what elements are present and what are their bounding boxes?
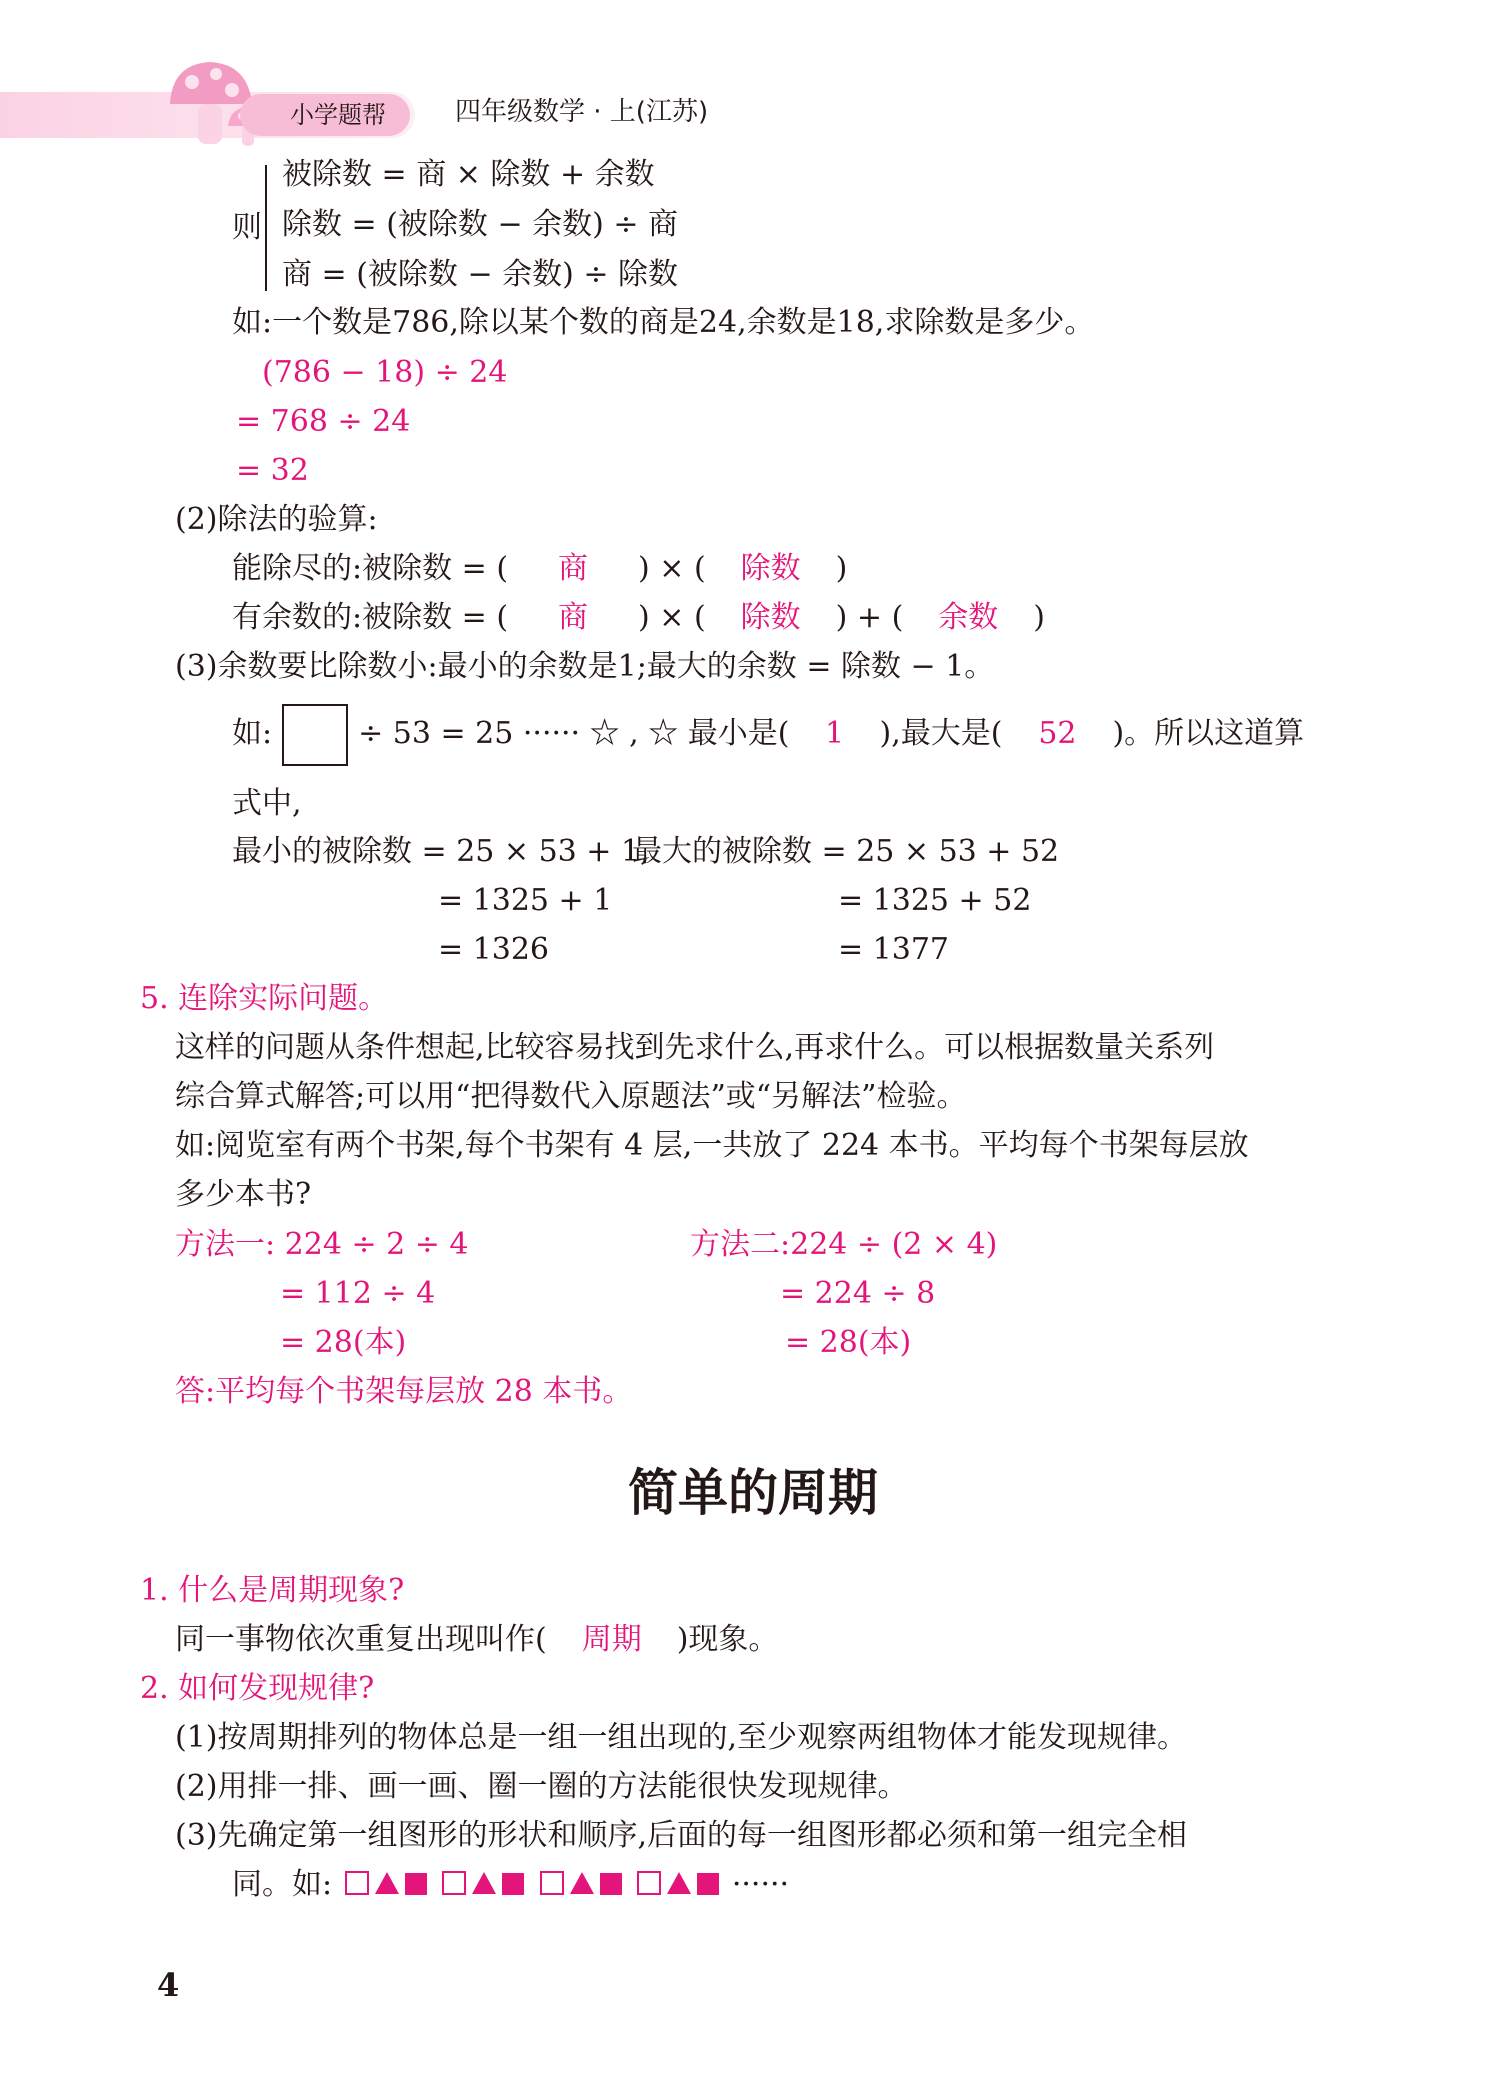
- method2-line-3: = 28(本): [785, 1325, 912, 1360]
- section5-answer: 答:平均每个书架每层放 28 本书。: [175, 1374, 633, 1409]
- check-exact-end: ): [835, 551, 848, 586]
- periodic-q2-point-2: (2)用排一排、画一画、圈一圈的方法能很快发现规律。: [175, 1769, 908, 1804]
- check-exact-answer-1: 商: [558, 551, 589, 586]
- example1-step2: = 768 ÷ 24: [236, 404, 411, 439]
- formula-line-1: 被除数 = 商 × 除数 + 余数: [282, 157, 655, 192]
- check-rem-mid-2: ) + (: [835, 600, 904, 635]
- formula-prefix: 则: [232, 210, 262, 245]
- remainder-max-answer: 52: [1038, 716, 1077, 751]
- periodic-q2-point-3: (3)先确定第一组图形的形状和顺序,后面的每一组图形都必须和第一组完全相: [175, 1818, 1188, 1853]
- remainder-ex-prefix: 如:: [232, 716, 273, 751]
- calc-right-3: = 1377: [838, 932, 950, 967]
- formula-line-3: 商 = (被除数 − 余数) ÷ 除数: [282, 257, 679, 292]
- section-title: 简单的周期: [628, 1464, 878, 1522]
- remainder-ex-mid: ÷ 53 = 25 ······ ☆ , ☆ 最小是(: [358, 716, 790, 751]
- calc-left-3: = 1326: [438, 932, 550, 967]
- method2-line-1: 方法二:224 ÷ (2 × 4): [690, 1227, 998, 1262]
- periodic-q1-prefix: 同一事物依次重复出现叫作(: [175, 1622, 547, 1657]
- check-exact-answer-2: 除数: [740, 551, 801, 586]
- example1-question: 如:一个数是786,除以某个数的商是24,余数是18,求除数是多少。: [232, 305, 1095, 340]
- series-label: 小学题帮: [290, 101, 386, 129]
- remainder-min-answer: 1: [824, 716, 845, 751]
- check-remainder-line: [232, 598, 1045, 638]
- check-rem-mid-1: ) × (: [638, 600, 706, 635]
- hollow-square-icon: [442, 1871, 466, 1895]
- check-rem-prefix: 有余数的:被除数 = (: [232, 600, 509, 635]
- book-title: 四年级数学 · 上(江苏): [455, 97, 709, 127]
- triangle-icon: [570, 1872, 594, 1894]
- method1-line-3: = 28(本): [280, 1325, 407, 1360]
- remainder-ex-line2: 式中,: [232, 786, 302, 821]
- triangle-icon: [375, 1872, 399, 1894]
- hollow-square-icon: [540, 1871, 564, 1895]
- remainder-heading: (3)余数要比除数小:最小的余数是1;最大的余数 = 除数 − 1。: [175, 649, 995, 684]
- periodic-q2-point-1: (1)按周期排列的物体总是一组一组出现的,至少观察两组物体才能发现规律。: [175, 1720, 1188, 1755]
- filled-square-icon: [697, 1873, 719, 1895]
- periodic-q1-line: [175, 1620, 778, 1660]
- remainder-ex-mid2: ),最大是(: [879, 716, 1003, 751]
- check-rem-end: ): [1033, 600, 1045, 635]
- method2-line-2: = 224 ÷ 8: [780, 1276, 936, 1311]
- calc-right-2: = 1325 + 52: [838, 883, 1032, 918]
- periodic-q2-p4-prefix: 同。如:: [232, 1867, 333, 1902]
- formula-line-2: 除数 = (被除数 − 余数) ÷ 商: [282, 207, 679, 242]
- check-exact-line: [232, 549, 847, 589]
- check-rem-answer-1: 商: [558, 600, 589, 635]
- triangle-icon: [667, 1872, 691, 1894]
- section5-paragraph-4: 多少本书?: [175, 1177, 312, 1212]
- remainder-example-line: [232, 700, 1304, 768]
- check-rem-answer-2: 除数: [740, 600, 801, 635]
- section5-paragraph-3: 如:阅览室有两个书架,每个书架有 4 层,一共放了 224 本书。平均每个书架每层放: [175, 1128, 1249, 1163]
- hollow-square-icon: [637, 1871, 661, 1895]
- periodic-q2-point-4: [232, 1865, 789, 1905]
- check-rem-answer-3: 余数: [938, 600, 999, 635]
- section5-heading: 5. 连除实际问题。: [140, 981, 389, 1016]
- triangle-icon: [472, 1872, 496, 1894]
- check-exact-mid: ) × (: [638, 551, 706, 586]
- remainder-ex-end: )。所以这道算: [1112, 716, 1305, 751]
- dividend-blank-box: [282, 704, 348, 766]
- method1-line-2: = 112 ÷ 4: [280, 1276, 436, 1311]
- section5-paragraph-1: 这样的问题从条件想起,比较容易找到先求什么,再求什么。可以根据数量关系列: [175, 1030, 1215, 1065]
- calc-left-1: 最小的被除数 = 25 × 53 + 1,: [232, 834, 650, 869]
- filled-square-icon: [502, 1873, 524, 1895]
- filled-square-icon: [405, 1873, 427, 1895]
- section5-paragraph-2: 综合算式解答;可以用“把得数代入原题法”或“另解法”检验。: [175, 1079, 967, 1114]
- example1-step1: (786 − 18) ÷ 24: [262, 355, 508, 390]
- periodic-q1-end: )现象。: [676, 1622, 779, 1657]
- check-heading: (2)除法的验算:: [175, 502, 378, 537]
- periodic-q1-answer: 周期: [581, 1622, 642, 1657]
- periodic-q2-heading: 2. 如何发现规律?: [140, 1671, 375, 1706]
- hollow-square-icon: [345, 1871, 369, 1895]
- example1-step3: = 32: [236, 453, 309, 488]
- calc-right-1: 最大的被除数 = 25 × 53 + 52: [632, 834, 1060, 869]
- page-number: 4: [157, 1966, 180, 2004]
- periodic-q2-p4-suffix: ······: [731, 1867, 790, 1902]
- calc-left-2: = 1325 + 1: [438, 883, 613, 918]
- check-exact-prefix: 能除尽的:被除数 = (: [232, 551, 509, 586]
- periodic-q1-heading: 1. 什么是周期现象?: [140, 1573, 405, 1608]
- method1-line-1: 方法一: 224 ÷ 2 ÷ 4: [175, 1227, 469, 1262]
- filled-square-icon: [600, 1873, 622, 1895]
